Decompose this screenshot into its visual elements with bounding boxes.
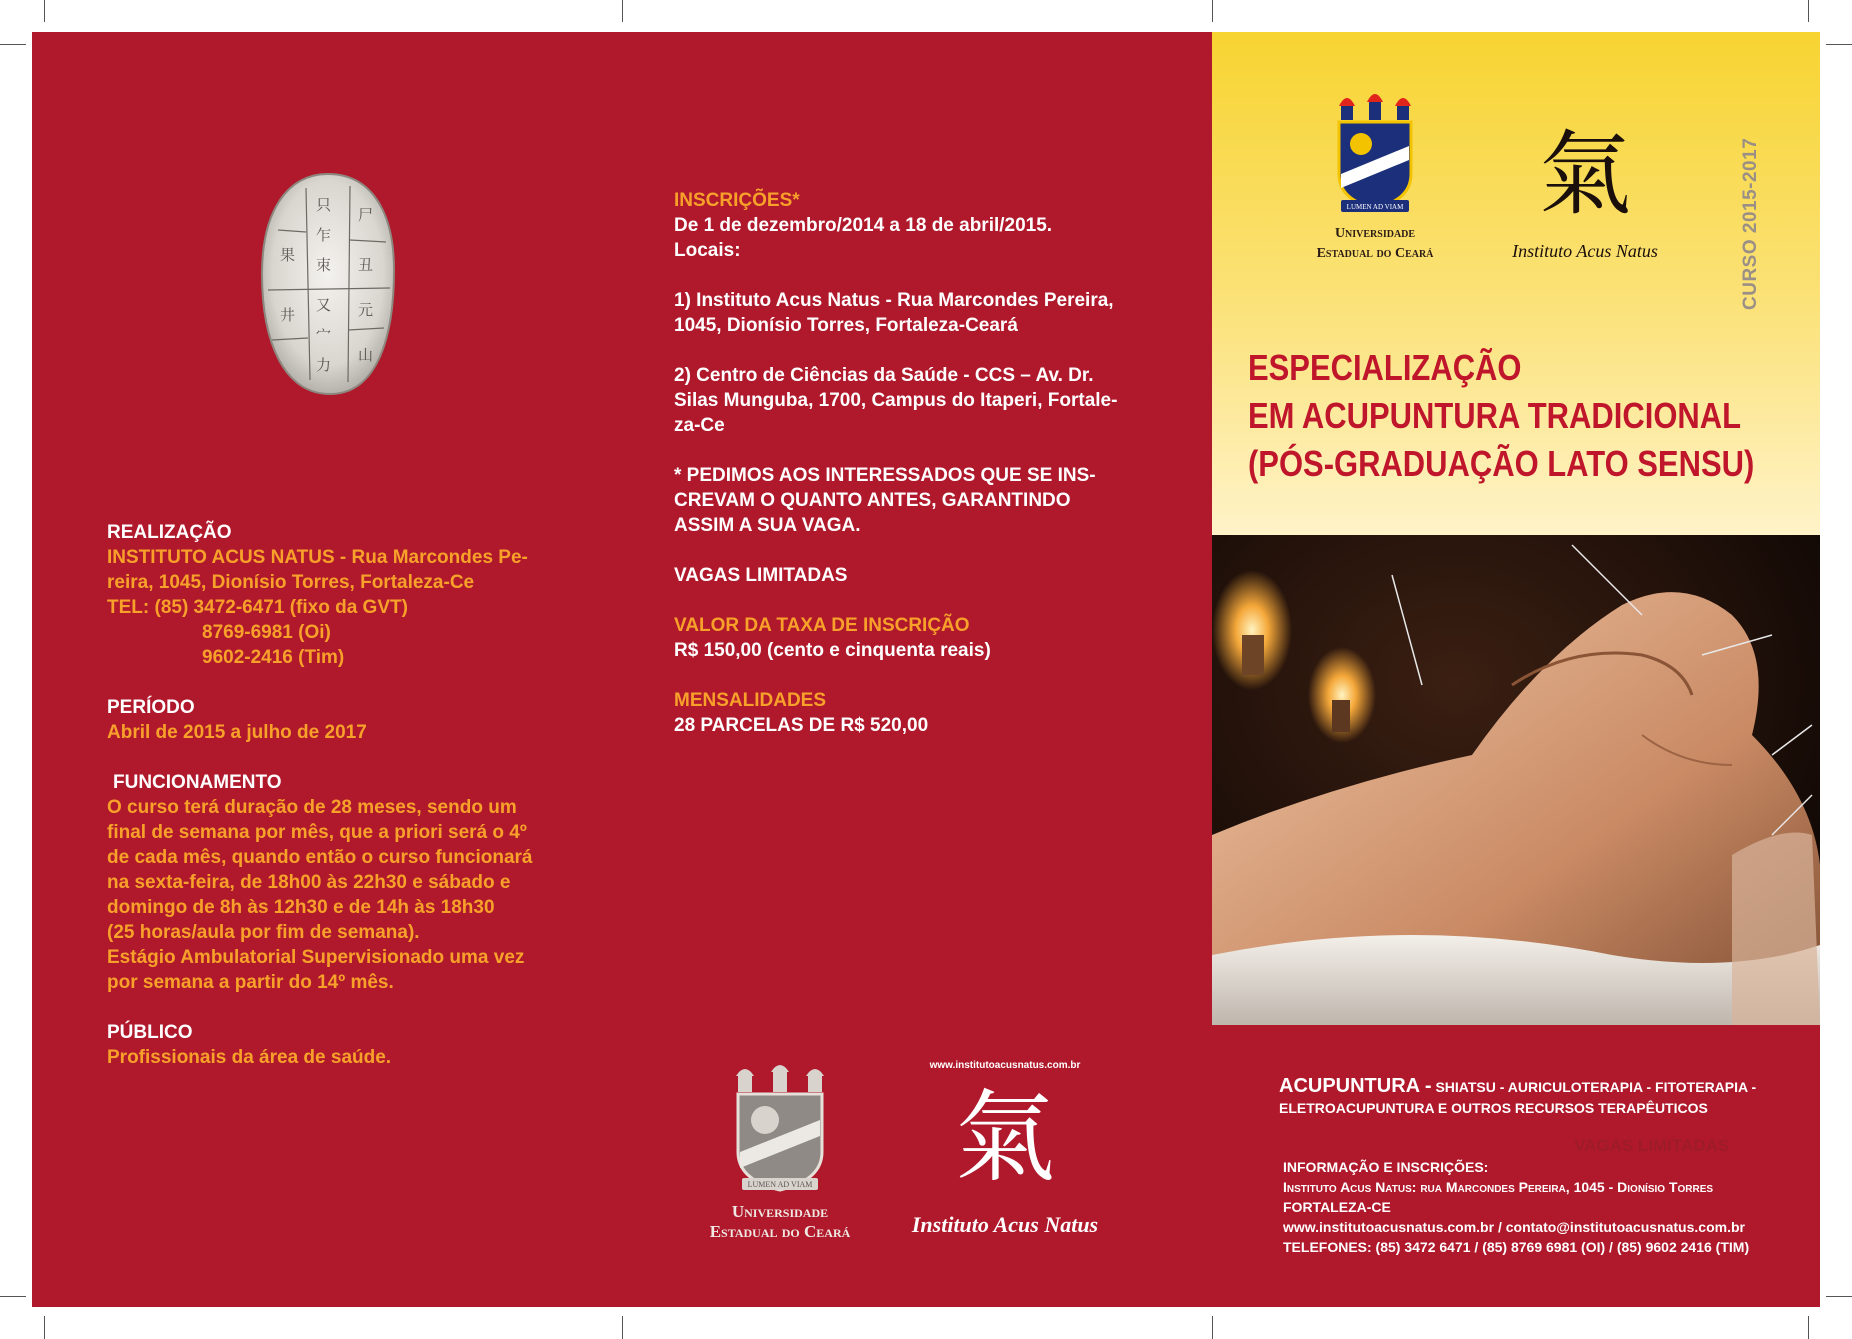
taxa-text: R$ 150,00 (cento e cinquenta reais) [674, 640, 991, 661]
qi-character-icon: 氣 [955, 1079, 1055, 1196]
qi-character-icon: 氣 [1538, 121, 1631, 228]
trim-mark [622, 0, 623, 22]
oracle-bone-tablet-image [258, 170, 398, 398]
course-headline [1248, 344, 1754, 488]
svg-text:山: 山 [358, 346, 374, 364]
instituto-name: Instituto Acus Natus [1512, 241, 1658, 261]
trim-mark [44, 1316, 45, 1339]
svg-text:井: 井 [280, 306, 296, 324]
instituto-logo-bottom [895, 1060, 1115, 1250]
svg-text:宀: 宀 [316, 326, 332, 344]
funcionamento-heading: FUNCIONAMENTO [113, 772, 282, 793]
publico-heading: PÚBLICO [107, 1022, 193, 1043]
curso-vertical-label: CURSO 2015-2017 [1740, 137, 1761, 310]
svg-text:朿: 朿 [316, 256, 332, 274]
trim-mark [622, 1316, 623, 1339]
mensalidades-text: 28 PARCELAS DE R$ 520,00 [674, 715, 929, 736]
uece-name-line1: Universidade [731, 1202, 829, 1221]
realizacao-heading: REALIZAÇÃO [107, 522, 232, 543]
instituto-name: Instituto Acus Natus [911, 1212, 1099, 1237]
trim-mark [1808, 1316, 1809, 1339]
info-heading: INFORMAÇÃO E INSCRIÇÕES: [1283, 1159, 1489, 1175]
inscricoes-heading: INSCRIÇÕES* [674, 190, 800, 211]
acupuntura-label: ACUPUNTURA - [1279, 1075, 1432, 1097]
uece-name-line1: Universidade [1334, 226, 1416, 241]
info-city: FORTALEZA-CE [1283, 1199, 1391, 1215]
svg-text:元: 元 [358, 301, 374, 319]
uece-name-line2: Estadual do Ceará [1316, 246, 1434, 261]
services-list-1: SHIATSU - AURICULOTERAPIA - FITOTERAPIA - [1431, 1079, 1757, 1095]
funcionamento-text: O curso terá duração de 28 meses, sendo um final de semana por mês, que a priori será o 4º de cada mês, quando então o curso funcionará na sexta-feira, de 18h00 às 22h30 e sábado e domingo de 8h às 12h30 e de 14h às 18h30 (25 horas/aula por fim de semana). Estágio Ambulatorial Supervisionado uma vez por semana a partir do 14º mês. [107, 797, 533, 993]
vagas-limitadas-faint: VAGAS LIMITADAS [1574, 1136, 1730, 1155]
uece-name-line2: Estadual do Ceará [709, 1222, 851, 1241]
info-phones: TELEFONES: (85) 3472 6471 / (85) 8769 6981 (OI) / (85) 9602 2416 (TIM) [1283, 1239, 1750, 1255]
svg-text:尸: 尸 [358, 206, 374, 224]
svg-text:力: 力 [316, 356, 332, 374]
phone-tim: 9602-2416 (Tim) [202, 647, 345, 668]
phone-oi: 8769-6981 (Oi) [202, 622, 331, 643]
headline-line-2: EM ACUPUNTURA TRADICIONAL [1248, 395, 1742, 436]
publico-text: Profissionais da área de saúde. [107, 1047, 392, 1068]
svg-text:只: 只 [316, 196, 332, 214]
trim-mark [1212, 1316, 1213, 1339]
svg-text:果: 果 [280, 246, 296, 264]
website-text: www.institutoacusnatus.com.br [929, 1060, 1081, 1071]
motto-text: LUMEN AD VIAM [747, 1180, 813, 1189]
acupuncture-photo-illustration [1212, 535, 1820, 1025]
info-address: Instituto Acus Natus: rua Marcondes Pereira, 1045 - Dionísio Torres [1283, 1179, 1714, 1195]
trim-mark [0, 44, 26, 45]
instituto-logo-top [1495, 115, 1675, 275]
info-web-email: www.institutoacusnatus.com.br / contato@institutoacusnatus.com.br [1283, 1219, 1745, 1235]
uece-logo-top [1280, 92, 1470, 272]
headline-line-1: ESPECIALIZAÇÃO [1248, 347, 1522, 388]
mensalidades-heading: MENSALIDADES [674, 690, 827, 711]
svg-text:乍: 乍 [316, 226, 332, 244]
periodo-text: Abril de 2015 a julho de 2017 [107, 722, 367, 743]
location-1: 1) Instituto Acus Natus - Rua Marcondes Pereira, 1045, Dionísio Torres, Fortaleza-Ceará [674, 290, 1114, 336]
location-2: 2) Centro de Ciências da Saúde - CCS – Av. Dr. Silas Munguba, 1700, Campus do Itaperi, Fortale- za-Ce [674, 365, 1118, 436]
periodo-heading: PERÍODO [107, 697, 195, 718]
svg-text:又: 又 [316, 296, 332, 314]
trim-mark [1826, 44, 1852, 45]
vagas-limitadas: VAGAS LIMITADAS [674, 565, 848, 586]
acupuncture-photo [1212, 535, 1820, 1025]
uece-logo-bottom [690, 1062, 870, 1247]
trim-mark [0, 1296, 26, 1297]
motto-text: LUMEN AD VIAM [1346, 203, 1404, 211]
services-line-1 [1279, 1075, 1756, 1098]
registration-note: * PEDIMOS AOS INTERESSADOS QUE SE INS- CREVAM O QUANTO ANTES, GARANTINDO ASSIM A SUA VAGA. [674, 465, 1096, 536]
trim-mark [1212, 0, 1213, 22]
headline-line-3: (PÓS-GRADUAÇÃO LATO SENSU) [1248, 443, 1755, 484]
trim-mark [1808, 0, 1809, 22]
uece-crest-icon [1327, 92, 1423, 220]
svg-text:丑: 丑 [358, 256, 374, 274]
trim-mark [1826, 1296, 1852, 1297]
inscricoes-text: De 1 de dezembro/2014 a 18 de abril/2015. Locais: [674, 215, 1053, 261]
services-line-2: ELETROACUPUNTURA E OUTROS RECURSOS TERAPÊUTICOS [1279, 1100, 1708, 1116]
uece-crest-icon [720, 1062, 840, 1200]
trim-mark [44, 0, 45, 22]
taxa-heading: VALOR DA TAXA DE INSCRIÇÃO [674, 615, 970, 636]
realizacao-text: INSTITUTO ACUS NATUS - Rua Marcondes Pe- reira, 1045, Dionísio Torres, Fortaleza-Ce TEL: (85) 3472-6471 (fixo da GVT) [107, 547, 528, 618]
